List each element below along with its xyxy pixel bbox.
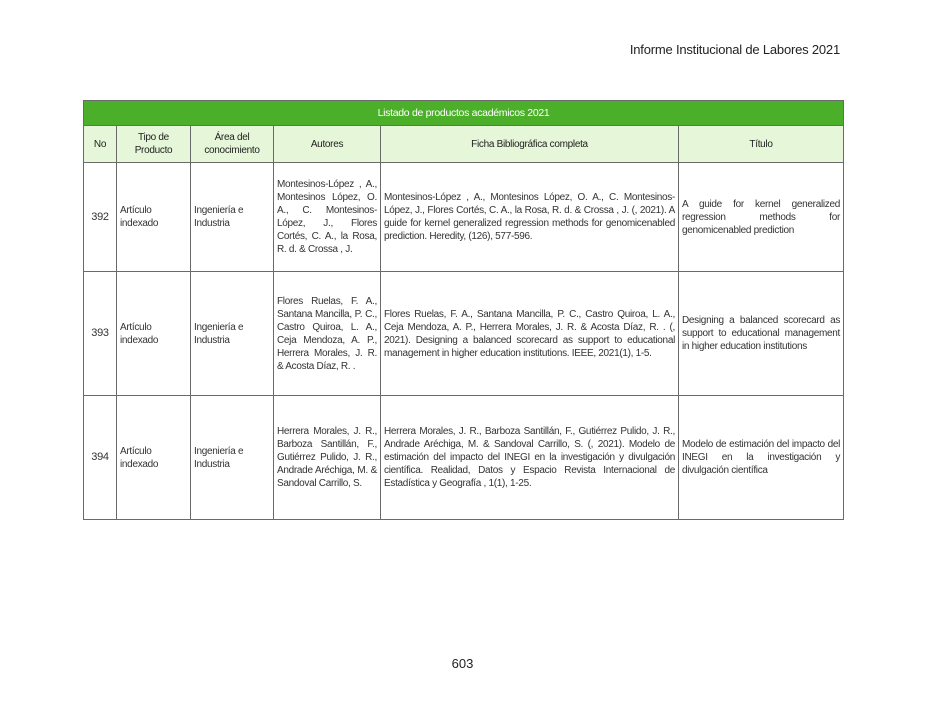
column-header-area: Área del conocimiento (191, 126, 274, 163)
page-number: 603 (451, 656, 474, 671)
table-title: Listado de productos académicos 2021 (84, 101, 844, 126)
table-header-row (84, 126, 844, 163)
row-area: Ingeniería e Industria (191, 396, 274, 520)
row-ficha: Montesinos-López , A., Montesinos López, O. A., C. Montesinos-López, J., Flores Cortés, C. A., la Rosa, R. d. & Crossa , J. (, 2021). A guide for kernel generalized regression methods for genomicenabled prediction. Heredity, (126), 577-596. (381, 163, 679, 272)
row-number: 393 (84, 272, 117, 396)
row-titulo: Designing a balanced scorecard as support to educational management in higher education institutions (679, 272, 844, 396)
row-area: Ingeniería e Industria (191, 163, 274, 272)
row-titulo: Modelo de estimación del impacto del INEGI en la investigación y divulgación científica (679, 396, 844, 520)
column-header-ficha: Ficha Bibliográfica completa (381, 126, 679, 163)
row-ficha: Flores Ruelas, F. A., Santana Mancilla, P. C., Castro Quiroa, L. A., Ceja Mendoza, A. P., Herrera Morales, J. R. & Acosta Díaz, R. . (, 2021). Designing a balanced scorecard as support to educational management in higher education institutions. IEEE, 2021(1), 1-5. (381, 272, 679, 396)
table-row (84, 163, 844, 272)
row-ficha: Herrera Morales, J. R., Barboza Santillán, F., Gutiérrez Pulido, J. R., Andrade Aréchiga, M. & Sandoval Carrillo, S. (, 2021). Modelo de estimación del impacto del INEGI en la investigación y divulgación científica. Realidad, Datos y Espacio Revista Internacional de Estadística y Geografía , 1(1), 1-25. (381, 396, 679, 520)
row-tipo: Artículo indexado (117, 396, 191, 520)
row-tipo: Artículo indexado (117, 163, 191, 272)
column-header-no: No (84, 126, 117, 163)
row-autores: Flores Ruelas, F. A., Santana Mancilla, P. C., Castro Quiroa, L. A., Ceja Mendoza, A. P., Herrera Morales, J. R. & Acosta Díaz, R. . (274, 272, 381, 396)
row-area: Ingeniería e Industria (191, 272, 274, 396)
column-header-tipo: Tipo de Producto (117, 126, 191, 163)
row-number: 392 (84, 163, 117, 272)
row-titulo: A guide for kernel generalized regression methods for genomicenabled prediction (679, 163, 844, 272)
column-header-titulo: Título (679, 126, 844, 163)
column-header-autores: Autores (274, 126, 381, 163)
report-header: Informe Institucional de Labores 2021 (629, 42, 840, 57)
row-tipo: Artículo indexado (117, 272, 191, 396)
table-row (84, 396, 844, 520)
table-title-row (84, 101, 844, 126)
products-table (83, 100, 844, 520)
table-row (84, 272, 844, 396)
row-autores: Herrera Morales, J. R., Barboza Santillán, F., Gutiérrez Pulido, J. R., Andrade Aréchiga, M. & Sandoval Carrillo, S. (274, 396, 381, 520)
row-number: 394 (84, 396, 117, 520)
row-autores: Montesinos-López , A., Montesinos López, O. A., C. Montesinos-López, J., Flores Cortés, C. A., la Rosa, R. d. & Crossa , J. (274, 163, 381, 272)
